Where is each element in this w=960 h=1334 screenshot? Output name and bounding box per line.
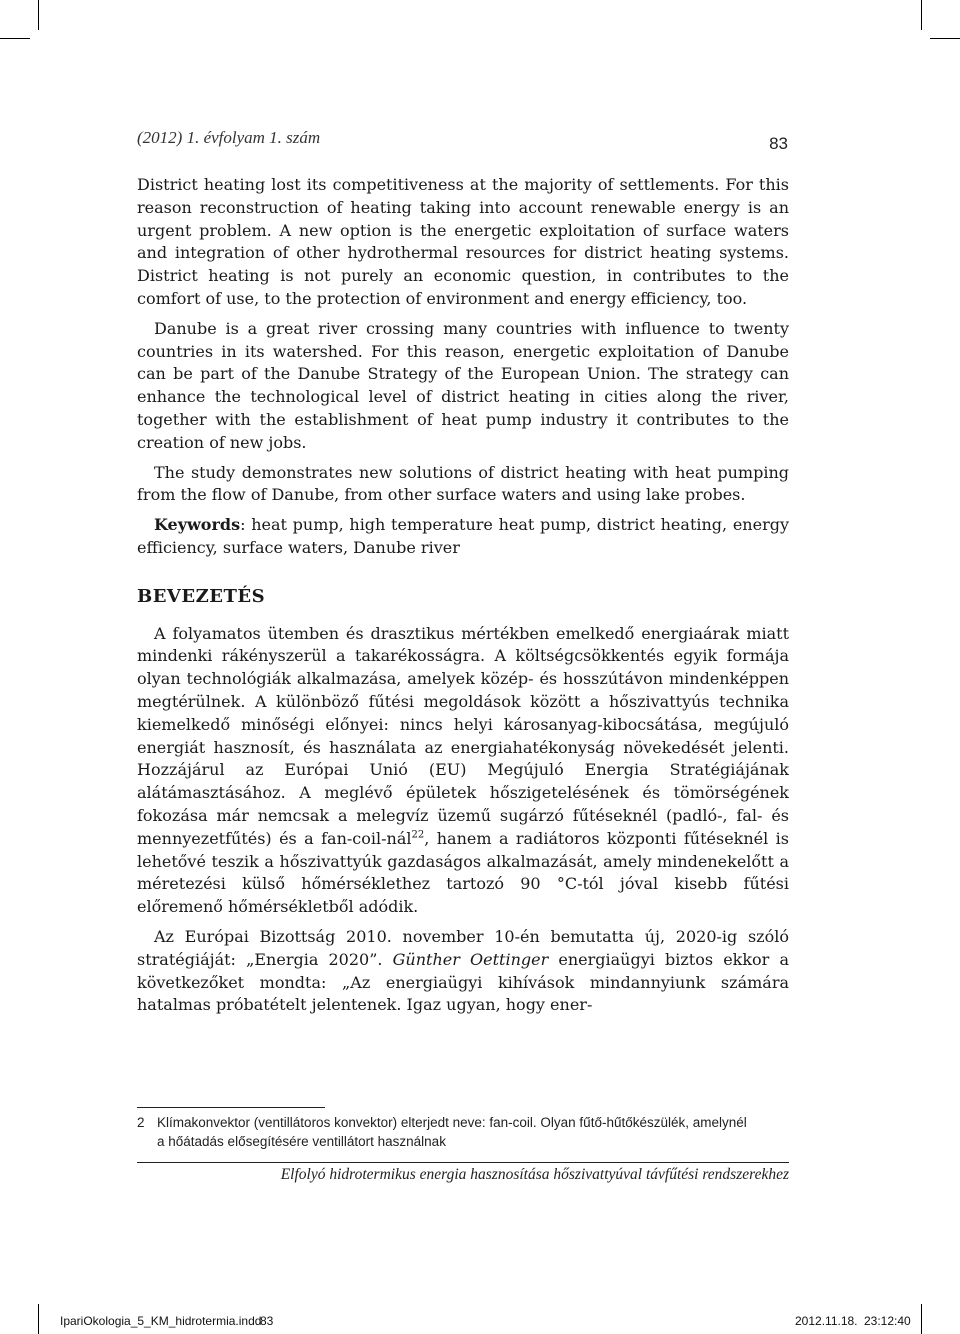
footnote-ref[interactable]: 22 [411,829,425,841]
body-paragraph [137,623,789,919]
article-body [137,174,789,1024]
body-text: A folyamatos ütemben és drasztikus mértékben emelkedő energiaárak miatt mindenki rákényszerül a takarékosságra. A költségcsökkentés egyik formája olyan technológiák alkalmazása, amelyek közép- és hosszútávon mindenképpen megtérülnek. A különböző fűtési megoldások között a hőszivattyús technika kiemelkedő minőségi előnyei: nincs helyi károsanyag-kibocsátása, megújuló energiát hasznosít, és használata az energiahatékonyság növekedését jelenti. Hozzájárul az Európai Unió (EU) Megújuló Energia Stratégiájának alátámasztásához. A meglévő épületek hőszigetelésének és tömörségének fokozása már nemcsak a melegvíz üzemű sugárzó fűtéseknél (padló-, fal- és mennyezetfűtés) és a fan-coil-nál [137,623,789,848]
footer-divider [137,1162,789,1163]
footnote-divider [137,1107,325,1108]
slug-file: IpariOkologia_5_KM_hidrotermia.indd [60,1314,262,1328]
body-text: Az Európai Bizottság 2010. november 10-én bemutatta új, 2020-ig szóló stratégiáját: „Energia 2020”. [137,926,789,969]
crop-mark [0,38,30,39]
crop-mark [921,1304,922,1334]
running-header: (2012) 1. évfolyam 1. szám [137,128,321,147]
crop-mark [38,1304,39,1334]
section-heading: BEVEZETÉS [137,585,266,607]
footnote-number: 2 [137,1115,145,1130]
body-text: energiaügyi biztos ekkor a következőket mondta: „Az energiaügyi kihívások mindannyiunk számára hatalmas próbatételt jelentenek. Igaz ugyan, hogy ener- [137,949,789,1015]
body-text: , hanem a radiátoros központi fűtéseknél is lehetővé teszik a hőszivattyúk gazdaságos alkalmazását, amely mindenekelőtt a méretezési külső hőmérséklethez tartozó 90 °C-tól jóval kisebb fűtési előremenő hőmérsékletből adódik. [137,828,789,917]
crop-mark [38,0,39,30]
page-number: 83 [769,134,788,153]
crop-mark [930,38,960,39]
slug-date: 2012.11.18. [795,1314,858,1328]
footnote [137,1113,789,1151]
person-name: Günther Oettinger [392,949,549,969]
keywords-text: : heat pump, high temperature heat pump, district heating, energy efficiency, surface waters, Danube river [137,515,789,557]
keywords [137,514,789,560]
abstract-paragraph: Danube is a great river crossing many countries with influence to twenty countries in its watershed. For this reason, energetic exploitation of Danube can be part of the Danube Strategy of the European Union. The strategy can enhance the technological level of district heating in cities along the river, together with the establishment of heat pump industry it contributes to the creation of new jobs. [137,318,789,452]
keywords-label: Keywords [154,515,241,535]
abstract-paragraph: District heating lost its competitiveness at the majority of settlements. For this reason reconstruction of heating taking into account renewable energy is an urgent problem. A new option is the energetic exploitation of surface waters and integration of other hydrothermal resources for district heating systems. District heating is not purely an economic question, in contributes to the comfort of use, to the protection of environment and energy efficiency, too. [137,175,789,308]
body-paragraph [137,926,789,1017]
footnote-text: a hőátadás elősegítésére ventillátort használnak [157,1134,446,1149]
slug-page: 83 [260,1314,274,1328]
crop-mark [921,0,922,30]
slug-time: 23:12:40 [864,1314,911,1328]
running-footer: Elfolyó hidrotermikus energia hasznosítása hőszivattyúval távfűtési rendszerekhez [280,1166,789,1183]
footnote-text: Klímakonvektor (ventillátoros konvektor) elterjedt neve: fan-coil. Olyan fűtő-hűtőkészülék, amelynél [157,1115,747,1130]
abstract-paragraph: The study demonstrates new solutions of district heating with heat pumping from the flow of Danube, from other surface waters and using lake probes. [137,462,789,505]
